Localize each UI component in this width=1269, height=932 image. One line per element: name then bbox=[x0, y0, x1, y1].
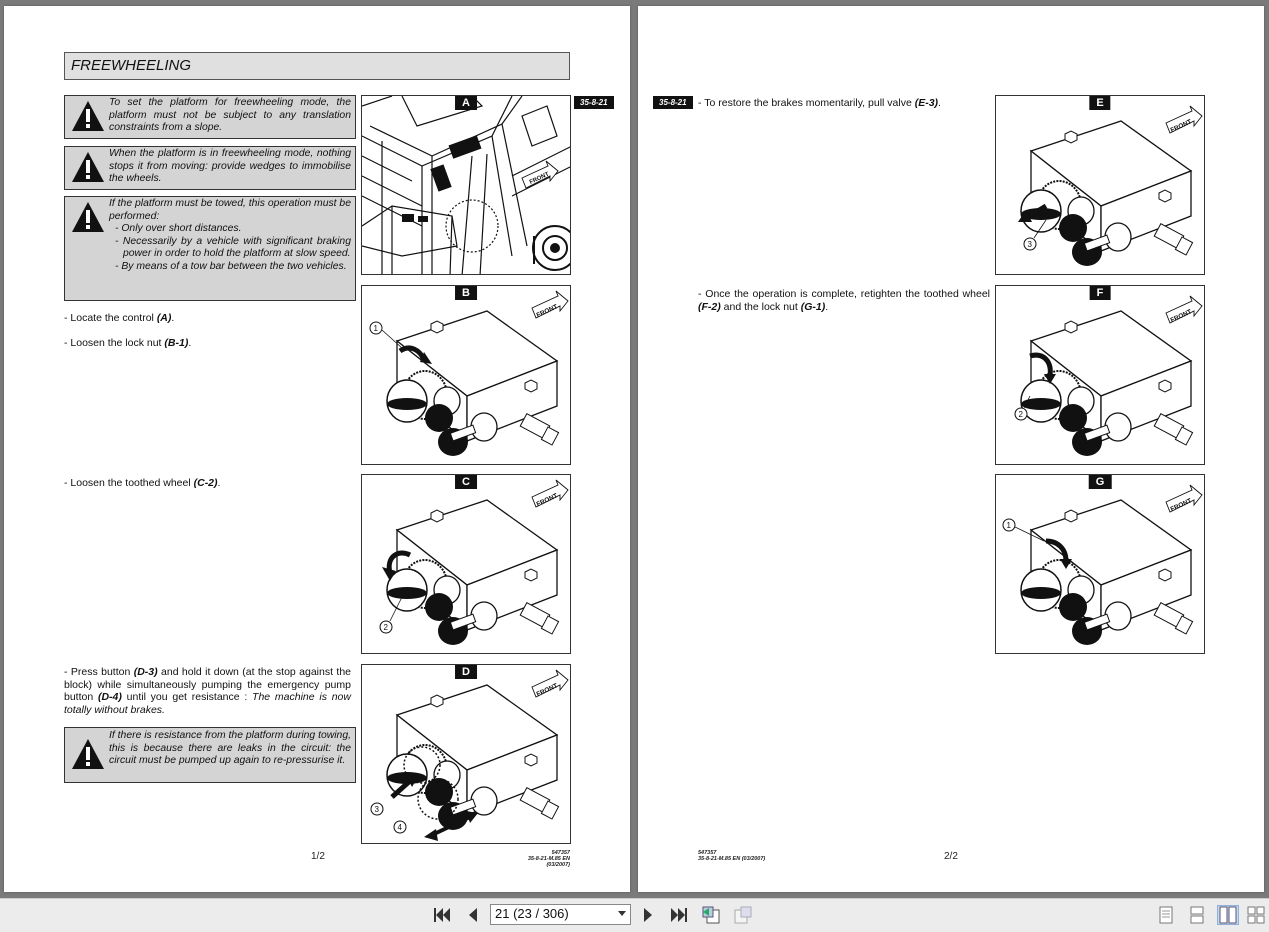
front-label: FRONT bbox=[1169, 118, 1193, 135]
single-page-view-button[interactable] bbox=[1155, 905, 1177, 925]
front-label: FRONT bbox=[1169, 497, 1193, 514]
forward-view-icon bbox=[733, 906, 753, 924]
facing-continuous-icon bbox=[1247, 906, 1265, 924]
facing-pages-icon bbox=[1219, 906, 1237, 924]
facing-continuous-view-button[interactable] bbox=[1245, 905, 1267, 925]
warning-icon bbox=[71, 201, 105, 233]
figure-label: B bbox=[455, 286, 477, 300]
front-label: FRONT bbox=[1169, 308, 1193, 325]
next-page-icon bbox=[643, 907, 655, 923]
next-page-button[interactable] bbox=[639, 905, 659, 925]
continuous-page-icon bbox=[1190, 906, 1204, 924]
front-label: FRONT bbox=[535, 682, 559, 699]
go-back-view-button[interactable] bbox=[701, 905, 721, 925]
warning-box bbox=[64, 146, 356, 190]
warning-box bbox=[64, 727, 356, 783]
step-loosen-toothed-wheel: - Loosen the toothed wheel (C-2). bbox=[64, 477, 221, 489]
document-code: 547357 35-8-21-M.85 EN (03/2007) bbox=[527, 850, 570, 868]
facing-view-button[interactable] bbox=[1217, 905, 1239, 925]
step-locate-control: - Locate the control (A). bbox=[64, 312, 175, 324]
warning-icon bbox=[71, 151, 105, 183]
step-press-button: - Press button (D-3) and hold it down (at the stop against the block) while simultaneously pumping the emergency pump button (D-4) until you get resistance : The machine is now totally without brakes. bbox=[64, 666, 351, 716]
callout-number: 3 bbox=[374, 805, 379, 814]
warning-box bbox=[64, 196, 356, 301]
figure-e bbox=[995, 95, 1205, 275]
figure-label: G bbox=[1089, 475, 1112, 489]
callout-number: 2 bbox=[1018, 410, 1023, 419]
warning-list-item: - Only over short distances. bbox=[115, 223, 242, 235]
callout-number: 3 bbox=[1027, 240, 1032, 249]
warning-icon bbox=[71, 100, 105, 132]
warning-list-item: - Necessarily by a vehicle with significant braking power in order to hold the platform at slow speed. bbox=[115, 235, 351, 260]
document-page-left bbox=[4, 6, 630, 892]
page-selector-value: 21 (23 / 306) bbox=[495, 906, 569, 921]
viewer-toolbar bbox=[0, 898, 1269, 932]
front-label: FRONT bbox=[535, 492, 559, 509]
figure-a bbox=[361, 95, 571, 275]
previous-page-icon bbox=[466, 907, 478, 923]
figure-d bbox=[361, 664, 571, 844]
figure-label: C bbox=[455, 475, 477, 489]
figure-g bbox=[995, 474, 1205, 654]
first-page-button[interactable] bbox=[432, 905, 452, 925]
single-page-icon bbox=[1159, 906, 1173, 924]
figure-f bbox=[995, 285, 1205, 465]
figure-label: E bbox=[1089, 96, 1110, 110]
warning-text bbox=[109, 197, 355, 276]
warning-text: When the platform is in freewheeling mode, nothing stops it from moving: provide wedges to immobilise the wheels. bbox=[109, 148, 351, 185]
go-forward-view-button[interactable] bbox=[733, 905, 753, 925]
page-number: 2/2 bbox=[944, 851, 958, 862]
page-number: 1/2 bbox=[311, 851, 325, 862]
warning-intro: If the platform must be towed, this operation must be performed: bbox=[109, 198, 351, 222]
callout-number: 2 bbox=[383, 623, 388, 632]
warning-box bbox=[64, 95, 356, 139]
chevron-down-icon bbox=[618, 911, 626, 916]
figure-label: D bbox=[455, 665, 477, 679]
reference-tag: 35-8-21 bbox=[653, 96, 693, 109]
reference-tag: 35-8-21 bbox=[574, 96, 614, 109]
step-loosen-lock-nut: - Loosen the lock nut (B-1). bbox=[64, 337, 192, 349]
figure-label: A bbox=[455, 96, 477, 110]
valve-block-illustration bbox=[996, 96, 1205, 275]
last-page-button[interactable] bbox=[669, 905, 689, 925]
figure-b bbox=[361, 285, 571, 465]
last-page-icon bbox=[670, 907, 688, 923]
section-title: FREEWHEELING bbox=[64, 52, 570, 80]
front-label: FRONT bbox=[528, 171, 551, 186]
machine-overview-illustration bbox=[362, 96, 571, 275]
step-restore-brakes: - To restore the brakes momentarily, pull valve (E-3). bbox=[698, 97, 941, 109]
figure-c bbox=[361, 474, 571, 654]
valve-block-illustration bbox=[362, 665, 571, 844]
callout-number: 4 bbox=[397, 823, 402, 832]
valve-block-illustration bbox=[362, 475, 571, 654]
figure-label: F bbox=[1090, 286, 1111, 300]
back-view-icon bbox=[701, 906, 721, 924]
valve-block-illustration bbox=[996, 475, 1205, 654]
callout-number: 1 bbox=[373, 324, 378, 333]
valve-block-illustration bbox=[996, 286, 1205, 465]
warning-list-item: - By means of a tow bar between the two vehicles. bbox=[115, 260, 347, 272]
document-page-right bbox=[638, 6, 1264, 892]
warning-text: To set the platform for freewheeling mode, the platform must not be subject to any translation constraints from a slope. bbox=[109, 97, 351, 134]
continuous-view-button[interactable] bbox=[1186, 905, 1208, 925]
first-page-icon bbox=[433, 907, 451, 923]
warning-icon bbox=[71, 738, 105, 770]
valve-block-illustration bbox=[362, 286, 571, 465]
warning-text: If there is resistance from the platform during towing, this is because there are leaks in the circuit: the circuit must be pumped up again to re-pressurise it. bbox=[109, 730, 351, 767]
previous-page-button[interactable] bbox=[462, 905, 482, 925]
callout-number: 1 bbox=[1006, 521, 1011, 530]
page-selector[interactable] bbox=[490, 904, 631, 925]
step-retighten: - Once the operation is complete, retighten the toothed wheel (F-2) and the lock nut (G-1). bbox=[698, 288, 990, 313]
front-label: FRONT bbox=[535, 303, 559, 320]
document-code: 547357 35-8-21-M.85 EN (03/2007) bbox=[698, 850, 766, 862]
